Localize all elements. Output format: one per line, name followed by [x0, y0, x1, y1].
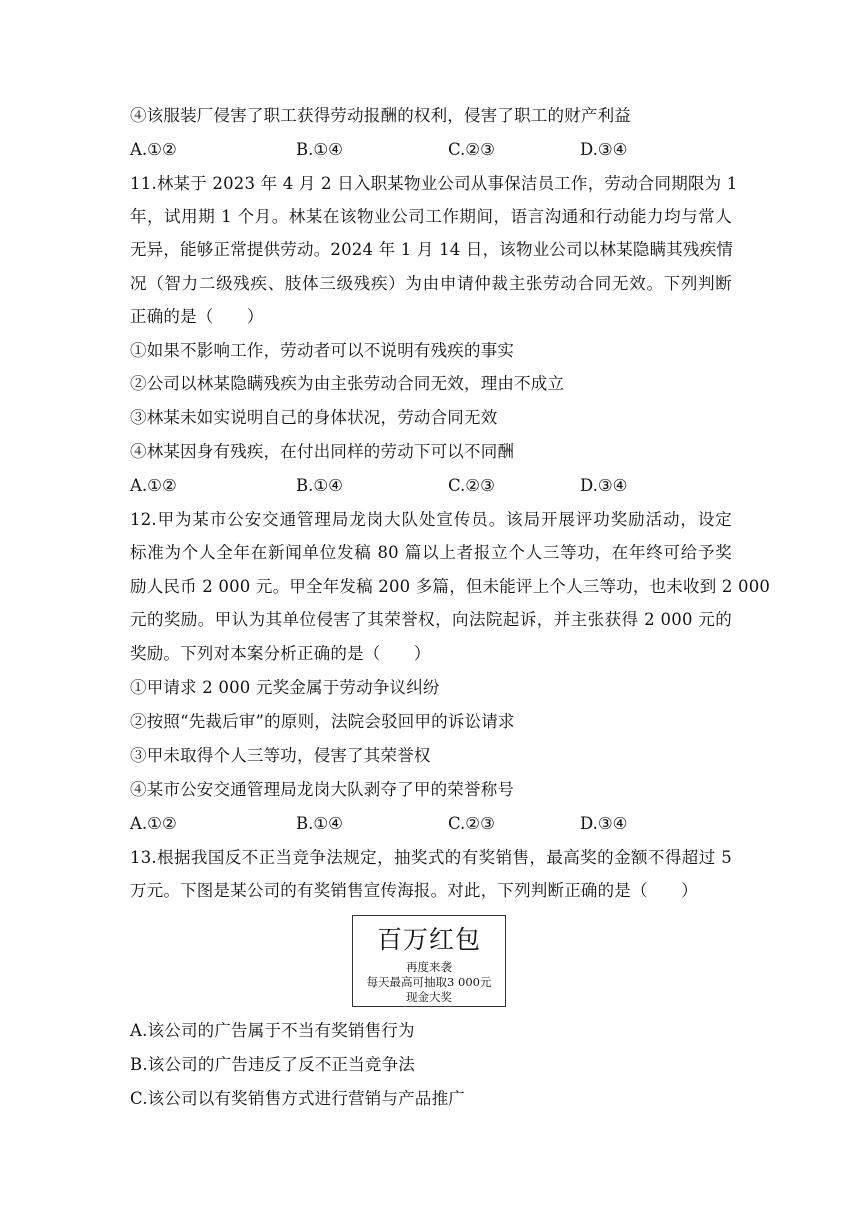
q11-stem-line-3: 无异，能够正常提供劳动。2024 年 1 月 14 日，该物业公司以林某隐瞒其残疾情 [130, 240, 734, 259]
q11-item-4: ④林某因身有残疾，在付出同样的劳动下可以不同酬 [130, 442, 515, 461]
poster-line-3: 现金大奖 [406, 990, 452, 1004]
q11-item-2: ②公司以林某隐瞒残疾为由主张劳动合同无效，理由不成立 [130, 374, 565, 393]
q10-options [130, 140, 730, 160]
q12-item-1: ①甲请求 2 000 元奖金属于劳动争议纠纷 [130, 678, 440, 697]
q12-stem-line-4: 元的奖励。甲认为其单位侵害了其荣誉权，向法院起诉，并主张获得 2 000 元的 [130, 610, 732, 629]
q10-option-a: A.①② [130, 140, 177, 159]
q12-stem-line-3: 励人民币 2 000 元。甲全年发稿 200 多篇，但未能评上个人三等功，也未收到 2 000 [130, 577, 771, 596]
promo-poster [352, 915, 506, 1007]
q10-option-c: C.②③ [448, 140, 495, 159]
q13-choice-b: B.该公司的广告违反了反不正当竞争法 [130, 1055, 415, 1074]
q12-option-d: D.③④ [580, 814, 628, 833]
q11-stem-line-4: 况（智力二级残疾、肢体三级残疾）为由申请仲裁主张劳动合同无效。下列判断 [130, 274, 732, 293]
q12-item-4: ④某市公安交通管理局龙岗大队剥夺了甲的荣誉称号 [130, 780, 515, 799]
q12-option-a: A.①② [130, 814, 177, 833]
q10-item-4: ④该服装厂侵害了职工获得劳动报酬的权利，侵害了职工的财产利益 [130, 106, 631, 125]
q11-stem-line-2: 年，试用期 1 个月。林某在该物业公司工作期间，语言沟通和行动能力均与常人 [130, 207, 732, 226]
q12-item-3: ③甲未取得个人三等功，侵害了其荣誉权 [130, 746, 431, 765]
q12-stem-line-2: 标准为个人全年在新闻单位发稿 80 篇以上者报立个人三等功，在年终可给予奖 [130, 543, 732, 562]
q11-option-c: C.②③ [448, 476, 495, 495]
q10-option-b: B.①④ [296, 140, 343, 159]
q11-stem-line-5: 正确的是（ ） [130, 307, 264, 326]
q11-option-b: B.①④ [296, 476, 343, 495]
q11-options [130, 476, 730, 496]
q13-stem-line-2: 万元。下图是某公司的有奖销售宣传海报。对此，下列判断正确的是（ ） [130, 881, 698, 900]
q13-choice-a: A.该公司的广告属于不当有奖销售行为 [130, 1021, 415, 1040]
q12-stem-line-5: 奖励。下列对本案分析正确的是（ ） [130, 644, 431, 663]
q11-option-a: A.①② [130, 476, 177, 495]
q11-item-1: ①如果不影响工作，劳动者可以不说明有残疾的事实 [130, 341, 515, 360]
q12-item-2: ②按照“先裁后审”的原则，法院会驳回甲的诉讼请求 [130, 712, 515, 731]
q11-option-d: D.③④ [580, 476, 628, 495]
q10-option-d: D.③④ [580, 140, 628, 159]
q11-item-3: ③林某未如实说明自己的身体状况，劳动合同无效 [130, 408, 498, 427]
q11-stem-line-1: 11.林某于 2023 年 4 月 2 日入职某物业公司从事保洁员工作，劳动合同期限为 1 [130, 174, 738, 193]
poster-line-1: 再度来袭 [406, 960, 452, 974]
q13-stem-line-1: 13.根据我国反不正当竞争法规定，抽奖式的有奖销售，最高奖的金额不得超过 5 [130, 848, 732, 867]
q12-option-c: C.②③ [448, 814, 495, 833]
poster-line-2: 每天最高可抽取3 000元 [366, 975, 492, 989]
q12-options [130, 814, 730, 834]
q13-choice-c: C.该公司以有奖销售方式进行营销与产品推广 [130, 1089, 465, 1108]
q12-stem-line-1: 12.甲为某市公安交通管理局龙岗大队处宣传员。该局开展评功奖励活动，设定 [130, 510, 732, 529]
poster-title: 百万红包 [376, 925, 481, 954]
q12-option-b: B.①④ [296, 814, 343, 833]
